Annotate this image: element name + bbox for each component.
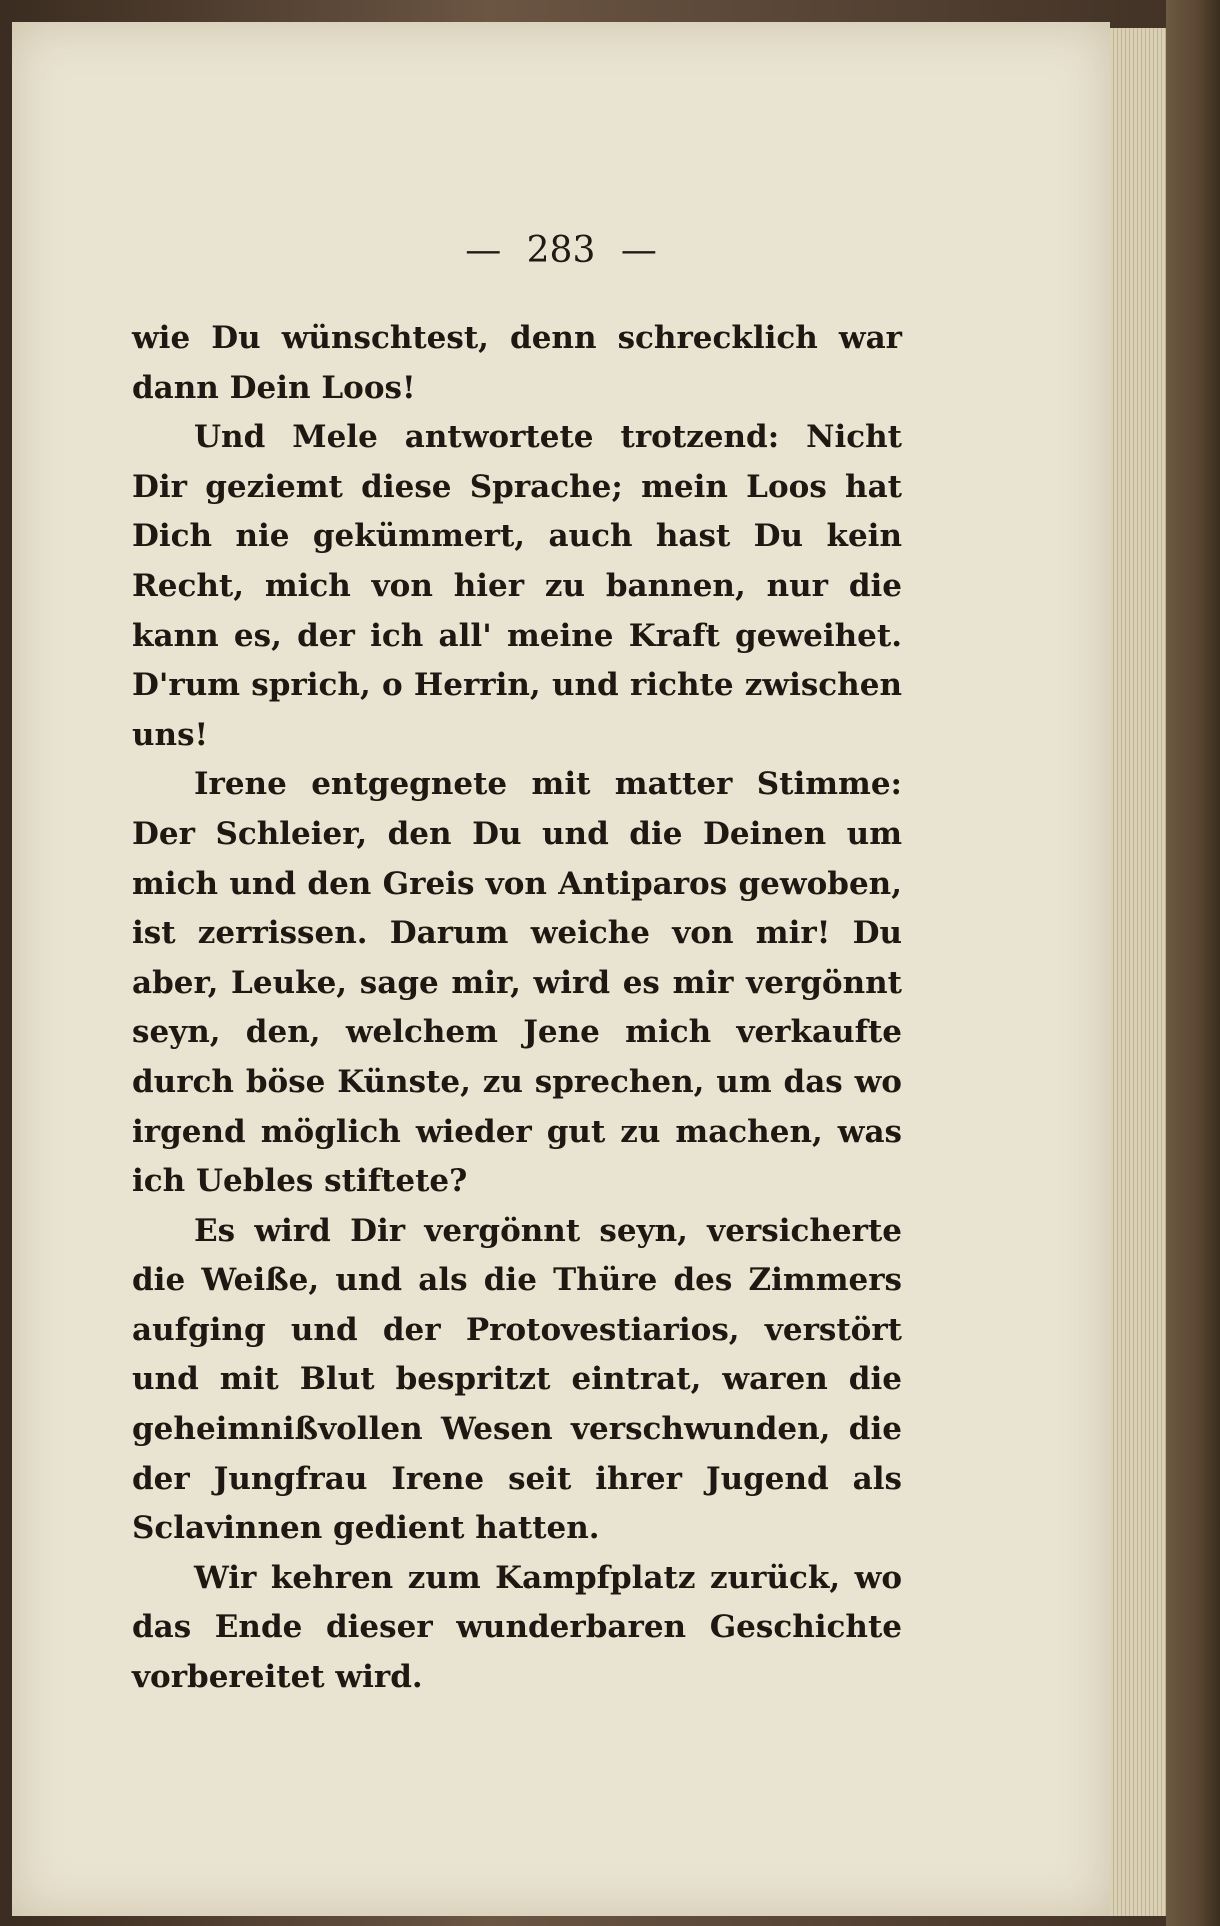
book-page bbox=[12, 22, 1110, 1916]
book-cover-edge bbox=[1166, 0, 1220, 1926]
header-dash-left: — bbox=[465, 230, 502, 271]
paragraph-2: Und Mele antwortete trotzend: Nicht Dir geziemt diese Sprache; mein Loos hat Dich nie gekümmert, auch hast Du kein Recht, mich von hier zu bannen, nur die kann es, der ich all' meine Kraft geweihet. D'rum sprich, o Herrin, und richte zwischen uns! bbox=[132, 419, 902, 753]
paragraph-1: wie Du wünschtest, denn schrecklich war dann Dein Loos! bbox=[132, 320, 902, 406]
page-header bbox=[12, 228, 1110, 274]
header-dash-right: — bbox=[620, 230, 657, 271]
page-edges bbox=[1110, 28, 1166, 1916]
page-number: 283 bbox=[526, 230, 596, 271]
paragraph-4: Es wird Dir vergönnt seyn, versicherte die Weiße, und als die Thüre des Zimmers aufging und der Protovestiarios, verstört und mit Blut bespritzt eintrat, waren die geheimnißvollen Wesen verschwunden, die der Jungfrau Irene seit ihrer Jugend als Sclavinnen gedient hatten. bbox=[132, 1212, 902, 1547]
paragraph-5: Wir kehren zum Kampfplatz zurück, wo das Ende dieser wunderbaren Geschichte vorbereitet wird. bbox=[132, 1559, 902, 1696]
paragraph-3: Irene entgegnete mit matter Stimme: Der Schleier, den Du und die Deinen um mich und den Greis von Antiparos gewoben, ist zerrissen. Darum weiche von mir! Du aber, Leuke, sage mir, wird es mir vergönnt seyn, den, welchem Jene mich verkaufte durch böse Künste, zu sprechen, um das wo irgend möglich wieder gut zu machen, was ich Uebles stiftete? bbox=[132, 766, 902, 1200]
body-text bbox=[132, 314, 902, 1703]
